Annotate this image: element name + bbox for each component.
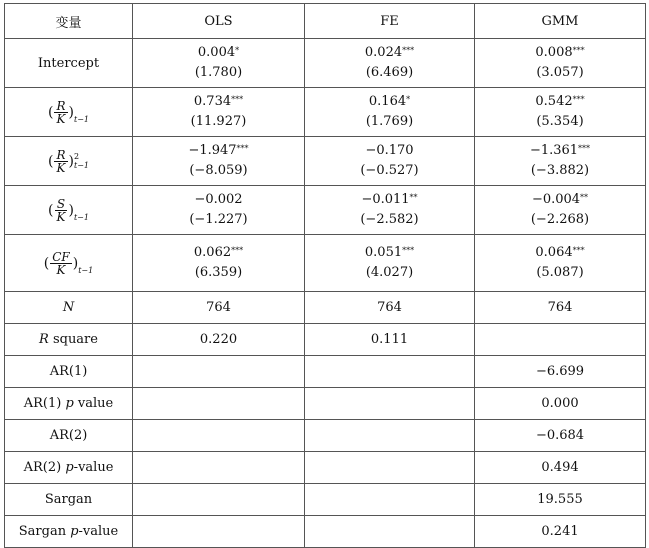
cell-rk-squared-gmm: −1.361*** (−3.882) — [475, 137, 646, 186]
cell-n-fe: 764 — [305, 292, 475, 324]
row-label-intercept: Intercept — [5, 39, 133, 88]
cell-cfk-fe: 0.051*** (4.027) — [305, 235, 475, 292]
cell-ar2-pvalue-fe — [305, 452, 475, 484]
table-row-sargan-pvalue — [5, 516, 646, 548]
cell-sargan-gmm: 19.555 — [475, 484, 646, 516]
row-label-rk: ( $\frac{R}{K}$ )$_{t-1}$ — [5, 88, 133, 137]
cell-rk-ols: 0.734*** (11.927) — [133, 88, 305, 137]
row-label-sargan-pvalue: Sargan p-value — [5, 516, 133, 548]
row-label-ar1-pvalue: AR(1) p value — [5, 388, 133, 420]
cell-sk-gmm: −0.004** (−2.268) — [475, 186, 646, 235]
table-row-ar2 — [5, 420, 646, 452]
header-gmm: GMM — [475, 4, 646, 39]
row-label-sargan: Sargan — [5, 484, 133, 516]
cell-sargan-pvalue-gmm: 0.241 — [475, 516, 646, 548]
table-row-ar2-pvalue — [5, 452, 646, 484]
cell-ar1-pvalue-gmm: 0.000 — [475, 388, 646, 420]
cell-ar1-fe — [305, 356, 475, 388]
row-label-cfk: ( $\frac{CF}{K}$ )$_{t-1}$ — [5, 235, 133, 292]
cell-sargan-fe — [305, 484, 475, 516]
cell-ar2-pvalue-ols — [133, 452, 305, 484]
cell-rsquare-fe: 0.111 — [305, 324, 475, 356]
header-row — [5, 4, 646, 39]
row-label-ar2-pvalue: AR(2) p-value — [5, 452, 133, 484]
row-label-rsquare: R square — [5, 324, 133, 356]
row-label-rk-squared: ( $\frac{R}{K}$ ) 2 t−1 — [5, 137, 133, 186]
table-row-sargan — [5, 484, 646, 516]
cell-sargan-pvalue-ols — [133, 516, 305, 548]
cell-intercept-fe: 0.024*** (6.469) — [305, 39, 475, 88]
cell-ar1-gmm: −6.699 — [475, 356, 646, 388]
table-row-ar1 — [5, 356, 646, 388]
table-row-rk — [5, 88, 646, 137]
cell-cfk-ols: 0.062*** (6.359) — [133, 235, 305, 292]
cell-ar1-ols — [133, 356, 305, 388]
cell-rk-squared-ols: −1.947*** (−8.059) — [133, 137, 305, 186]
table-row-sk — [5, 186, 646, 235]
cell-ar2-pvalue-gmm: 0.494 — [475, 452, 646, 484]
cell-ar2-ols — [133, 420, 305, 452]
regression-results-table — [4, 3, 646, 548]
row-label-sk: ( $\frac{S}{K}$ )$_{t-1}$ — [5, 186, 133, 235]
cell-n-ols: 764 — [133, 292, 305, 324]
cell-sargan-ols — [133, 484, 305, 516]
table-row-ar1-pvalue — [5, 388, 646, 420]
row-label-ar1: AR(1) — [5, 356, 133, 388]
table-row-rk-squared — [5, 137, 646, 186]
cell-sargan-pvalue-fe — [305, 516, 475, 548]
cell-intercept-ols: 0.004* (1.780) — [133, 39, 305, 88]
cell-sk-fe: −0.011** (−2.582) — [305, 186, 475, 235]
cell-ar1-pvalue-fe — [305, 388, 475, 420]
table-row-cfk — [5, 235, 646, 292]
table-row-intercept — [5, 39, 646, 88]
cell-ar1-pvalue-ols — [133, 388, 305, 420]
table-row-n — [5, 292, 646, 324]
cell-rk-gmm: 0.542*** (5.354) — [475, 88, 646, 137]
cell-rk-fe: 0.164* (1.769) — [305, 88, 475, 137]
row-label-ar2: AR(2) — [5, 420, 133, 452]
cell-rsquare-gmm — [475, 324, 646, 356]
cell-sk-ols: −0.002 (−1.227) — [133, 186, 305, 235]
cell-intercept-gmm: 0.008*** (3.057) — [475, 39, 646, 88]
cell-ar2-gmm: −0.684 — [475, 420, 646, 452]
header-ols: OLS — [133, 4, 305, 39]
cell-rk-squared-fe: −0.170 (−0.527) — [305, 137, 475, 186]
header-fe: FE — [305, 4, 475, 39]
cell-n-gmm: 764 — [475, 292, 646, 324]
table-row-rsquare — [5, 324, 646, 356]
cell-ar2-fe — [305, 420, 475, 452]
header-variable: 变量 — [5, 4, 133, 39]
cell-rsquare-ols: 0.220 — [133, 324, 305, 356]
row-label-n: N — [5, 292, 133, 324]
cell-cfk-gmm: 0.064*** (5.087) — [475, 235, 646, 292]
